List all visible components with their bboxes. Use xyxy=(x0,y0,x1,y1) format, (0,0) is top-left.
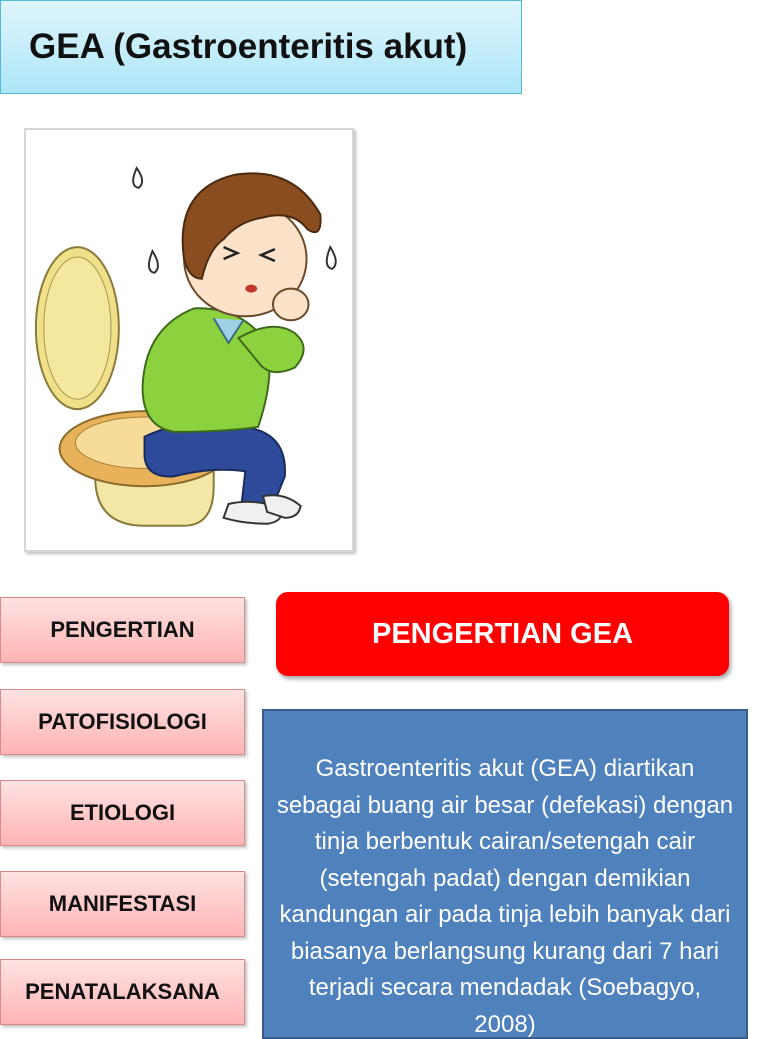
nav-button-manifestasi[interactable] xyxy=(0,871,245,937)
definition-text: Gastroenteritis akut (GEA) diartikan sebagai buang air besar (defekasi) dengan tinja berbentuk cairan/setengah cair (setengah padat) dengan demikian kandungan air pada tinja lebih banyak dari biasanya berlangsung kurang dari 7 hari terjadi secara mendadak (Soebagyo, 2008) xyxy=(276,755,734,1038)
nav-label: MANIFESTASI xyxy=(48,891,197,916)
nav-label: PENATALAKSANA xyxy=(25,979,220,1004)
boy-on-toilet-illustration xyxy=(24,128,354,552)
nav-button-pengertian[interactable] xyxy=(0,597,245,663)
nav-label: PENGERTIAN xyxy=(50,617,195,642)
nav-button-etiologi[interactable] xyxy=(0,780,245,846)
section-title xyxy=(276,592,729,676)
page-title xyxy=(0,0,522,94)
nav-label: ETIOLOGI xyxy=(69,800,176,825)
nav-label: PATOFISIOLOGI xyxy=(38,709,207,734)
definition-box xyxy=(262,709,748,1039)
nav-button-patofisiologi[interactable] xyxy=(0,689,245,755)
nav-button-penatalaksana[interactable] xyxy=(0,959,245,1025)
section-title-text: PENGERTIAN GEA xyxy=(371,617,634,650)
page-title-text: GEA (Gastroenteritis akut) xyxy=(29,27,468,66)
